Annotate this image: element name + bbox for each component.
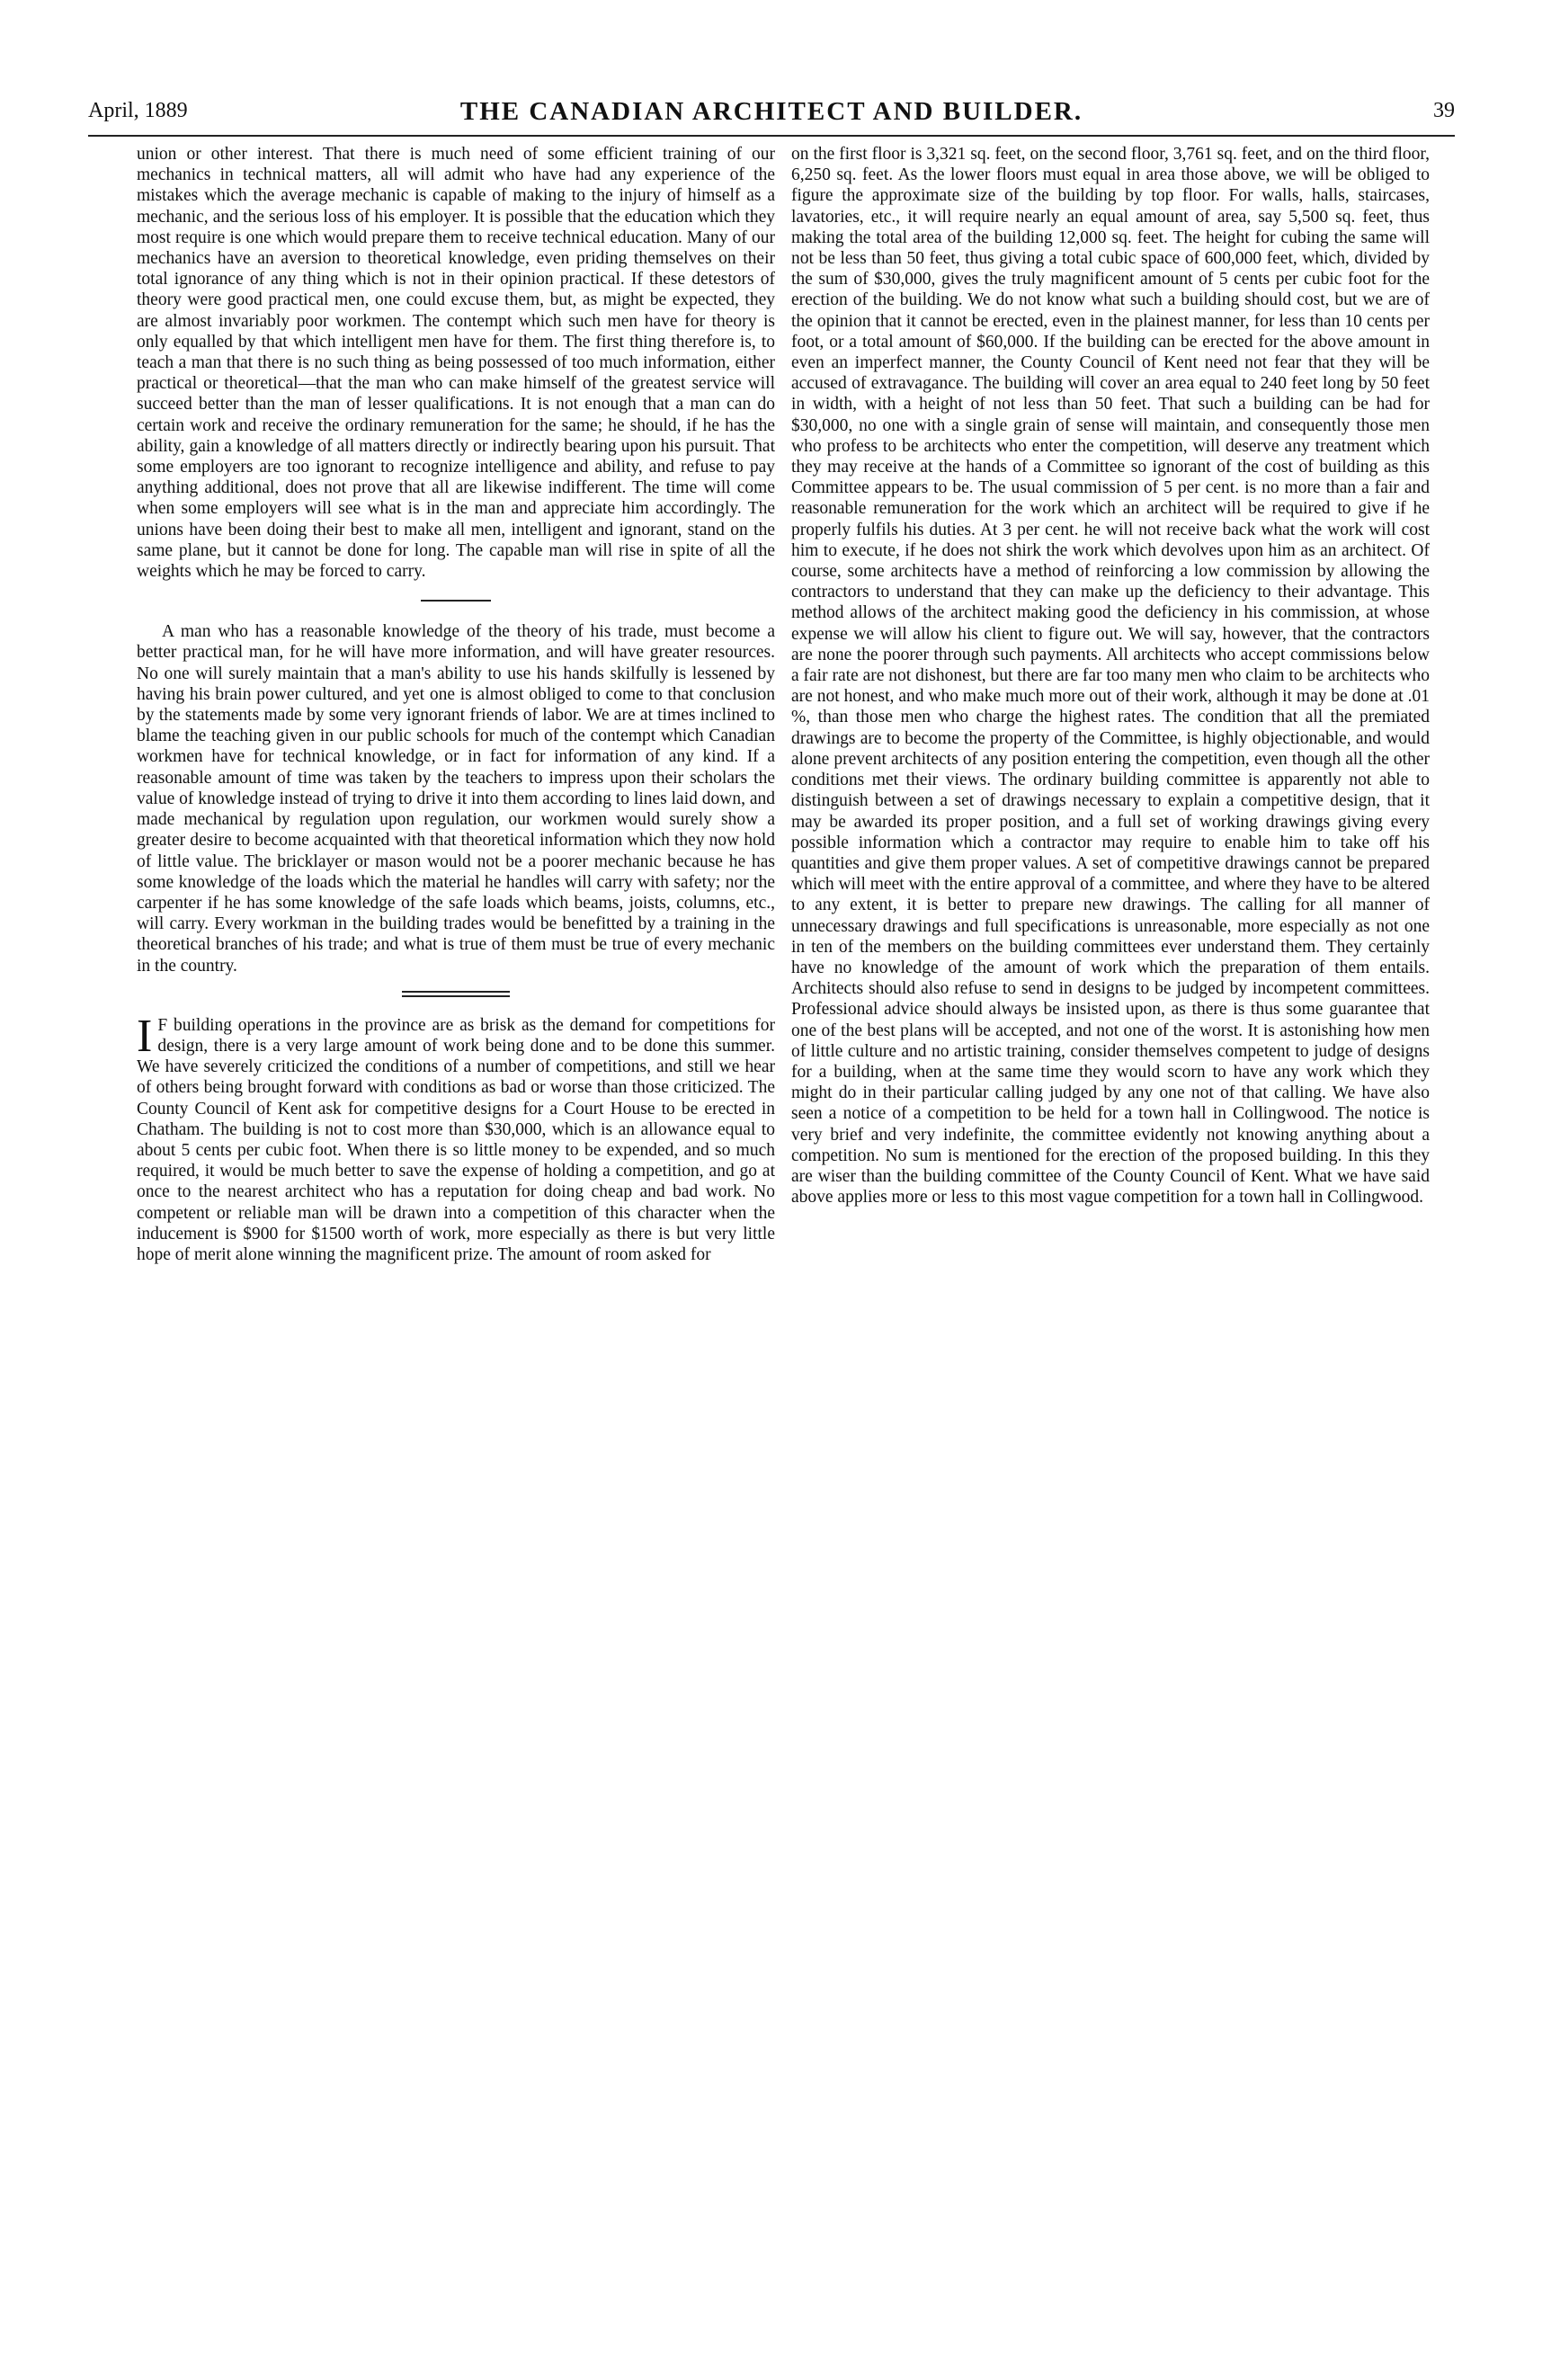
page-header xyxy=(88,97,1455,133)
double-rule-divider xyxy=(402,991,510,997)
paragraph-theory-of-trade: A man who has a reasonable knowledge of the theory of his trade, must become a better practical man, for he will have more information, and will have greater resources. No one will surely maintain that a man's ability to use his hands skilfully is lessened by having his brain power cultured, and yet one is almost obliged to come to that conclusion by the statements made by some very ignorant friends of labor. We are at times inclined to blame the teaching given in our public schools for much of the contempt which Canadian workmen have for technical knowledge, or in fact for information of any kind. If a reasonable amount of time was taken by the teachers to impress upon their scholars the value of knowledge instead of trying to drive it into them according to lines laid down, and made mechanical by regulation upon regulation, our workmen would surely show a greater desire to become acquainted with that theoretical information which they now hold of little value. The bricklayer or mason would not be a poorer mechanic because he has some knowledge of the loads which the material he handles will carry with safety; nor the carpenter if he has some knowledge of the safe loads which beams, joists, columns, etc., will carry. Every workman in the building trades would be benefitted by a training in the theoretical branches of his trade; and what is true of them must be true of every mechanic in the country. xyxy=(137,622,775,976)
issue-date: April, 1889 xyxy=(88,99,188,122)
header-rule xyxy=(88,135,1455,137)
drop-cap: I xyxy=(137,1010,153,1062)
page-number: 39 xyxy=(1433,99,1455,122)
paragraph-technical-training: union or other interest. That there is much need of some efficient training of our mechanics in technical matters, all will admit who have had any experience of the mistakes which the average mechanic is capable of making to the injury of himself as a mechanic, and the serious loss of his employer. It is possible that the education which they most require is one which would prepare them to receive technical education. Many of our mechanics have an aversion to theoretical knowledge, even priding themselves on their total ignorance of any thing which is not in their opinion practical. If these detestors of theory were good practical men, one could excuse them, but, as might be expected, they are almost invariably poor workmen. The contempt which such men have for theory is only equalled by that which intelligent men have for them. The first thing therefore is, to teach a man that there is no such thing as being possessed of too much information, either practical or theoretical—that the man who can make himself of the greatest service will succeed better than the man of lesser qualifications. It is not enough that a man can do certain work and receive the ordinary remuneration for the same; he should, if he has the ability, gain a knowledge of all matters directly or indirectly bearing upon his pursuit. That some employers are too ignorant to recognize intelligence and ability, and refuse to pay anything additional, does not prove that all are likewise indifferent. The time will come when some employers will see what is in the man and appreciate him accordingly. The unions have been doing their best to make all men, intelligent and ignorant, stand on the same plane, but it cannot be done for long. The capable man will rise in spite of all the weights which he may be forced to carry. xyxy=(137,145,775,582)
right-column xyxy=(791,144,1430,1208)
left-column xyxy=(137,144,775,1265)
paragraph-competitions-text: F building operations in the province are as brisk as the demand for competitions for design, there is a very large amount of work being done and to be done this summer. We have severely criticized the conditions of a number of competitions, and still we hear of others being brought forward with conditions as bad or worse than those criticized. The County Council of Kent ask for competitive designs for a Court House to be erected in Chatham. The building is not to cost more than $30,000, which is an allowance equal to about 5 cents per cubic foot. When there is so little money to be expended, and so much required, it would be much better to save the expense of holding a competition, and go at once to the nearest architect who has a reputation for doing cheap and bad work. No competent or reliable man will be drawn into a competition of this character when the inducement is $900 for $1500 worth of work, more especially as there is but very little hope of merit alone winning the magnificent prize. The amount of room asked for xyxy=(137,1015,775,1264)
paragraph-competitions xyxy=(137,1010,775,1265)
section-divider xyxy=(421,600,491,602)
paragraph-court-house-costs: on the first floor is 3,321 sq. feet, on the second floor, 3,761 sq. feet, and on the third floor, 6,250 sq. feet. As the lower floors must equal in area those above, we will be obliged to figure the approximate size of the building by top floor. For walls, halls, staircases, lavatories, etc., it will require nearly an equal amount of area, say 5,500 sq. feet, thus making the total area of the building 12,000 sq. feet. The height for cubing the same will not be less than 50 feet, thus giving a total cubic space of 600,000 feet, which, divided by the sum of $30,000, gives the truly magnificent amount of 5 cents per cubic foot for the erection of the building. We do not know what such a building should cost, but we are of the opinion that it cannot be erected, even in the plainest manner, for less than 10 cents per foot, or a total amount of $60,000. If the building can be erected for the above amount in even an imperfect manner, the County Council of Kent need not fear that they will be accused of extravagance. The building will cover an area equal to 240 feet long by 50 feet in width, with a height of not less than 50 feet. That such a building can be had for $30,000, no one with a single grain of sense will maintain, and consequently those men who profess to be architects who enter the competition, will deserve any treatment which they may receive at the hands of a Committee so ignorant of the cost of building as this Committee appears to be. The usual commission of 5 per cent. is no more than a fair and reasonable remuneration for the work which an architect will be required to give if he properly fulfils his duties. At 3 per cent. he will not receive back what the work will cost him to execute, if he does not shirk the work which devolves upon him as an architect. Of course, some architects have a method of reinforcing a low commission by allowing the contractors to understand that they can make up the deficiency to their advantage. This method allows of the architect making good the deficiency in his commission, at whose expense we will allow his client to figure out. We will say, however, that the contractors are none the poorer through such payments. All architects who accept commissions below a fair rate are not dishonest, but there are far too many men who claim to be architects who are not honest, and who make much more out of their work, although it may be done at .01 %, than those men who charge the highest rates. The condition that all the premiated drawings are to become the property of the Committee, is highly objectionable, and would alone prevent architects of any position entering the competition, even though all the other conditions met their views. The ordinary building committee is apparently not able to distinguish between a set of drawings necessary to explain a competitive design, that it may be awarded its proper position, and a full set of working drawings giving every possible information which a contractor may require to enable him to take off his quantities and give them proper values. A set of competitive drawings cannot be prepared which will meet with the entire approval of a committee, and where they have to be altered to any extent, it is better to prepare new drawings. The calling for all manner of unnecessary drawings and full specifications is unreasonable, more especially as not one in ten of the members on the building committees ever understand them. They certainly have no knowledge of the amount of work which the preparation of them entails. Architects should also refuse to send in designs to be judged by incompetent committees. Professional advice should always be insisted upon, as there is thus some guarantee that one of the best plans will be accepted, and not one of the worst. It is astonishing how men of little culture and no artistic training, consider themselves competent to judge of designs for a building, when at the same time they would scorn to have any work which they might do in their particular calling judged by any one not of that calling. We have also seen a notice of a competition to be held for a town hall in Collingwood. The notice is very brief and very indefinite, the committee evidently not knowing anything about a competition. No sum is mentioned for the erection of the proposed building. In this they are wiser than the building committee of the County Council of Kent. What we have said above applies more or less to this most vague competition for a town hall in Collingwood. xyxy=(791,145,1430,1208)
journal-title: THE CANADIAN ARCHITECT AND BUILDER. xyxy=(459,97,1083,126)
